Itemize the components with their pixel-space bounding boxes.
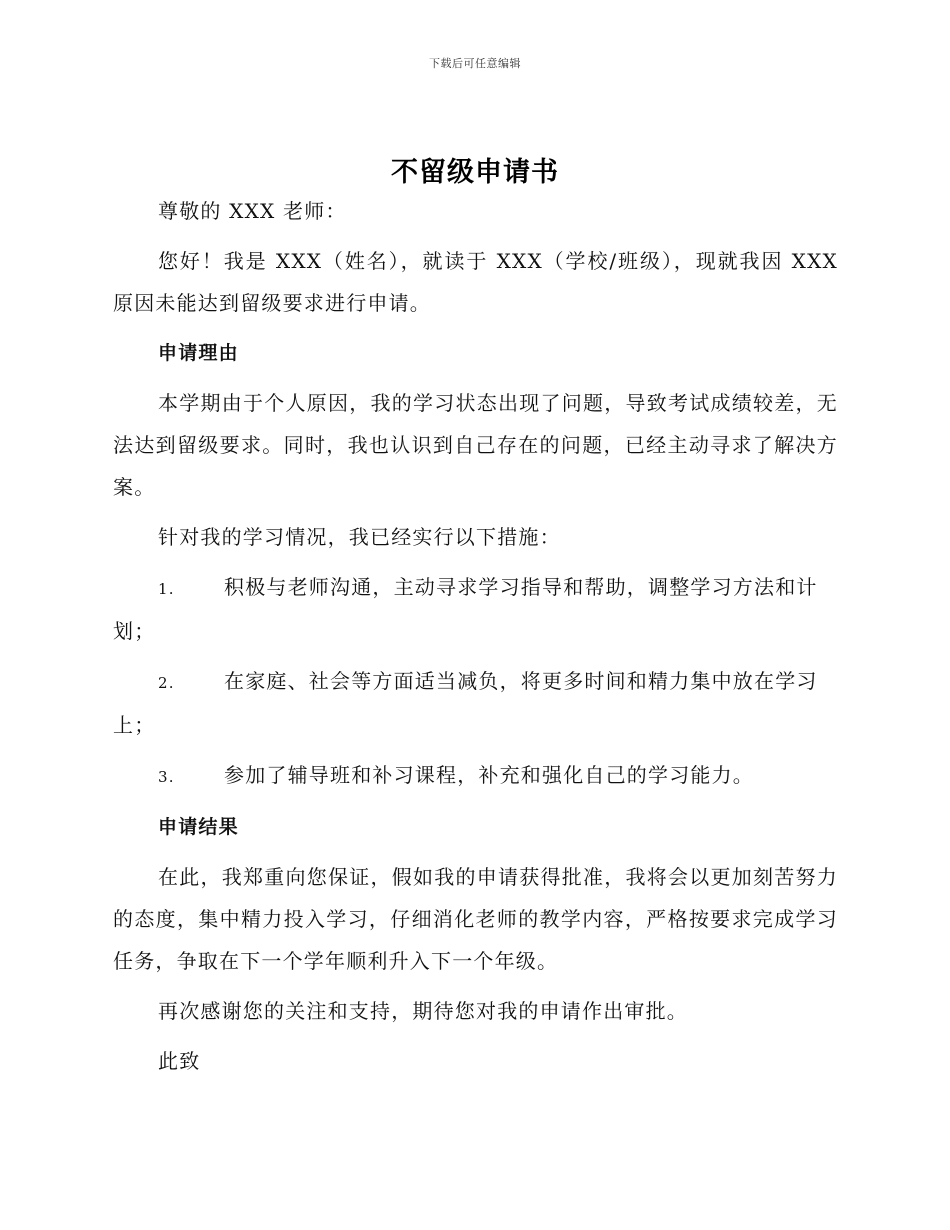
document-title: 不留级申请书	[391, 157, 559, 188]
closing-line: 此致	[158, 1049, 201, 1073]
section-heading-result: 申请结果	[158, 816, 239, 838]
result-paragraph: 在此，我郑重向您保证，假如我的申请获得批准，我将会以更加刻苦努力的态度，集中精力投入学习，仔细消化老师的教学内容，严格按要求完成学习任务，争取在下一个学年顺利升入下一个年级。	[113, 865, 838, 973]
document-body	[113, 190, 838, 1082]
list-item	[113, 566, 838, 652]
list-item-text: 参加了辅导班和补习课程，补充和强化自己的学习能力。	[224, 763, 754, 787]
list-item-number: 3.	[158, 768, 175, 786]
list-item-text: 积极与老师沟通，主动寻求学习指导和帮助，调整学习方法和计划；	[113, 575, 818, 643]
list-item-text: 在家庭、社会等方面适当减负，将更多时间和精力集中放在学习上；	[113, 669, 818, 737]
greeting-line: 尊敬的 XXX 老师：	[158, 199, 347, 223]
header-note: 下载后可任意编辑	[429, 57, 521, 70]
list-item	[113, 754, 838, 798]
measures-intro-paragraph: 针对我的学习情况，我已经实行以下措施：	[158, 525, 561, 549]
section-heading-reason: 申请理由	[158, 342, 239, 364]
list-item	[113, 660, 838, 746]
reason-paragraph: 本学期由于个人原因，我的学习状态出现了问题，导致考试成绩较差，无法达到留级要求。同时，我也认识到自己存在的问题，已经主动寻求了解决方案。	[113, 391, 838, 499]
thanks-paragraph: 再次感谢您的关注和支持，期待您对我的申请作出审批。	[158, 999, 688, 1023]
intro-paragraph: 您好！我是 XXX（姓名），就读于 XXX（学校/班级），现就我因 XXX 原因未能达到留级要求进行申请。	[113, 249, 838, 315]
list-item-number: 1.	[158, 580, 175, 598]
list-item-number: 2.	[158, 674, 175, 692]
